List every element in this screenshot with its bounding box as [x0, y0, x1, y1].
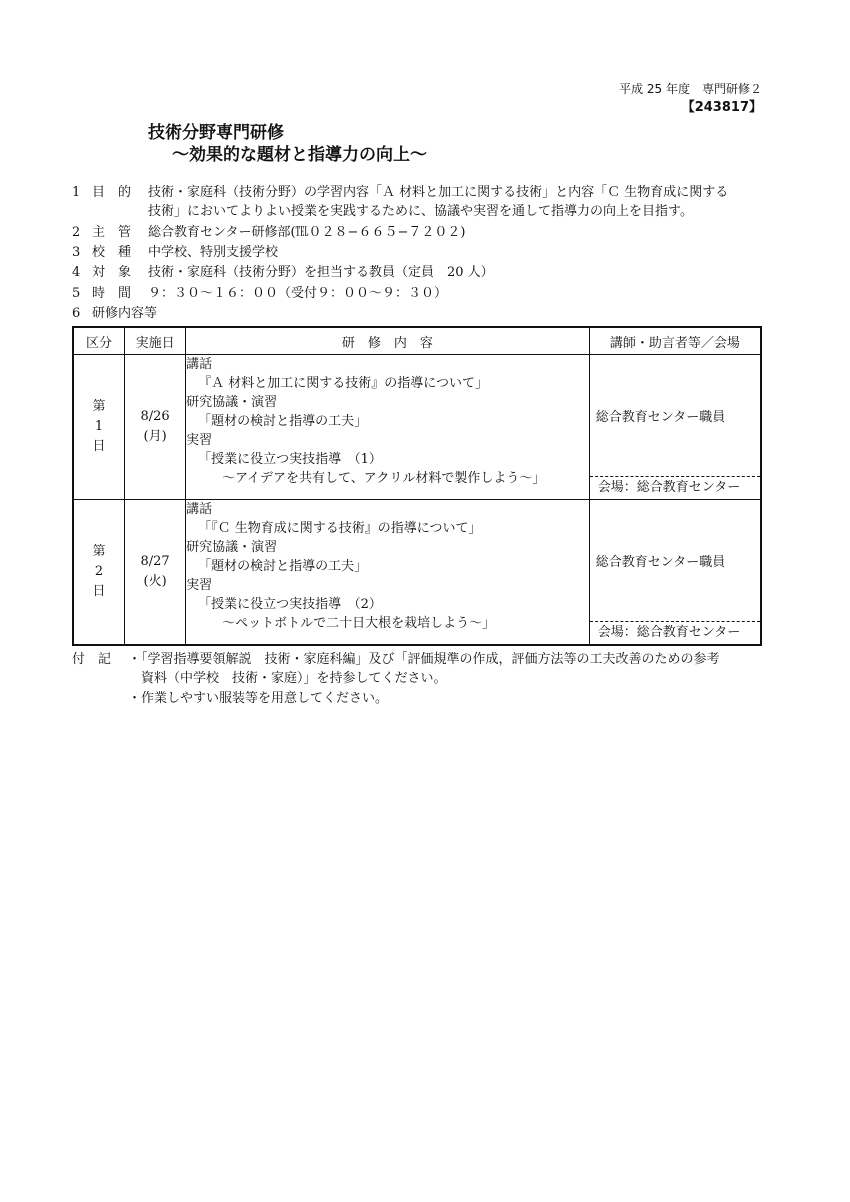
- table-header-row: [73, 327, 761, 355]
- day-division-char: 第: [92, 399, 106, 414]
- page-subtitle: 〜効果的な題材と指導力の向上〜: [172, 145, 427, 165]
- content-cell: [186, 355, 590, 500]
- document-year-label: 平成 25 年度 専門研修２: [619, 82, 762, 96]
- item-number: 3: [72, 245, 81, 260]
- item-organizer-value: 総合教育センター研修部(℡０２８−６６５−７２０２): [148, 225, 466, 240]
- content-line: 研究協議・演習: [186, 540, 278, 555]
- date-value: 8/27: [140, 554, 170, 569]
- weekday-value: (火): [143, 574, 167, 589]
- day-division-cell: [73, 355, 125, 500]
- content-line: 実習: [186, 433, 213, 448]
- content-line: 「授業に役立つ実技指導 （1）: [198, 452, 382, 467]
- item-target-value: 技術・家庭科（技術分野）を担当する教員（定員 20 人）: [148, 265, 494, 280]
- column-header-date: 実施日: [125, 327, 186, 355]
- item-content-heading: [72, 305, 157, 323]
- content-line: 〜ペットボトルで二十日大根を栽培しよう〜」: [222, 616, 496, 631]
- instructor-name: 総合教育センター職員: [595, 555, 726, 570]
- item-school-type: [72, 244, 148, 262]
- date-cell: [125, 500, 186, 646]
- schedule-table: [72, 326, 762, 646]
- item-purpose: [72, 184, 148, 202]
- content-line: 研究協議・演習: [186, 395, 278, 410]
- item-label: 研修内容等: [92, 306, 158, 321]
- date-cell: [125, 355, 186, 500]
- weekday-value: (月): [143, 429, 167, 444]
- item-number: 2: [72, 225, 81, 240]
- day-division-char: 日: [92, 584, 106, 599]
- day-division-char: 2: [94, 564, 104, 579]
- content-line: 〜アイデアを共有して、アクリル材料で製作しよう〜」: [222, 471, 546, 486]
- note-line: ・「学習指導要領解説 技術・家庭科編」及び「評価規準の作成，評価方法等の工夫改善のための参考: [128, 652, 720, 667]
- item-number: 1: [72, 185, 81, 200]
- item-label: 校 種: [92, 245, 132, 260]
- item-label: 主 管: [92, 225, 132, 240]
- instructor-cell: [589, 355, 761, 500]
- item-target: [72, 264, 148, 282]
- venue-label: 会場：総合教育センター: [590, 476, 760, 499]
- content-line: 『Ａ 材料と加工に関する技術』の指導について」: [198, 376, 489, 391]
- content-line: 講話: [186, 357, 213, 372]
- venue-label: 会場：総合教育センター: [590, 621, 760, 644]
- content-line: 実習: [186, 578, 213, 593]
- content-line: 「題材の検討と指導の工夫」: [198, 414, 368, 429]
- instructor-name: 総合教育センター職員: [595, 410, 726, 425]
- item-label: 時 間: [92, 286, 132, 301]
- column-header-content: 研 修 内 容: [186, 327, 590, 355]
- day-division-char: 日: [92, 439, 106, 454]
- item-time: [72, 285, 148, 303]
- item-organizer: [72, 224, 148, 242]
- note-line: ・作業しやすい服装等を用意してください。: [128, 691, 389, 706]
- column-header-instructor: 講師・助言者等／会場: [589, 327, 761, 355]
- column-header-division: 区分: [73, 327, 125, 355]
- item-number: 5: [72, 286, 81, 301]
- item-purpose-line-2: 技術」においてよりよい授業を実践するために、協議や実習を通して指導力の向上を目指す。: [148, 204, 693, 219]
- item-time-value: ９：３０〜１６：００（受付９：００〜９：３０）: [148, 286, 448, 301]
- content-line: 「授業に役立つ実技指導 （2）: [198, 597, 382, 612]
- day-division-char: 1: [94, 419, 104, 434]
- content-cell: [186, 500, 590, 646]
- day-division-char: 第: [92, 544, 106, 559]
- table-row: [73, 355, 761, 500]
- item-label: 目 的: [92, 185, 132, 200]
- notes-label: 付 記: [72, 652, 112, 667]
- content-line: 講話: [186, 502, 213, 517]
- table-row: [73, 500, 761, 646]
- page-title: 技術分野専門研修: [148, 123, 284, 143]
- item-label: 対 象: [92, 265, 132, 280]
- content-line: 「『Ｃ 生物育成に関する技術』の指導について」: [198, 521, 482, 536]
- content-line: 「題材の検討と指導の工夫」: [198, 559, 368, 574]
- item-number: 4: [72, 265, 81, 280]
- item-number: 6: [72, 306, 81, 321]
- note-line: 資料（中学校 技術・家庭）」を持参してください。: [128, 671, 447, 686]
- item-purpose-line-1: 技術・家庭科（技術分野）の学習内容「Ａ 材料と加工に関する技術」と内容「Ｃ 生物育成に関する: [148, 185, 729, 200]
- date-value: 8/26: [140, 409, 170, 424]
- instructor-cell: [589, 500, 761, 646]
- item-school-type-value: 中学校、特別支援学校: [148, 245, 279, 260]
- course-code: 【243817】: [681, 100, 762, 115]
- day-division-cell: [73, 500, 125, 646]
